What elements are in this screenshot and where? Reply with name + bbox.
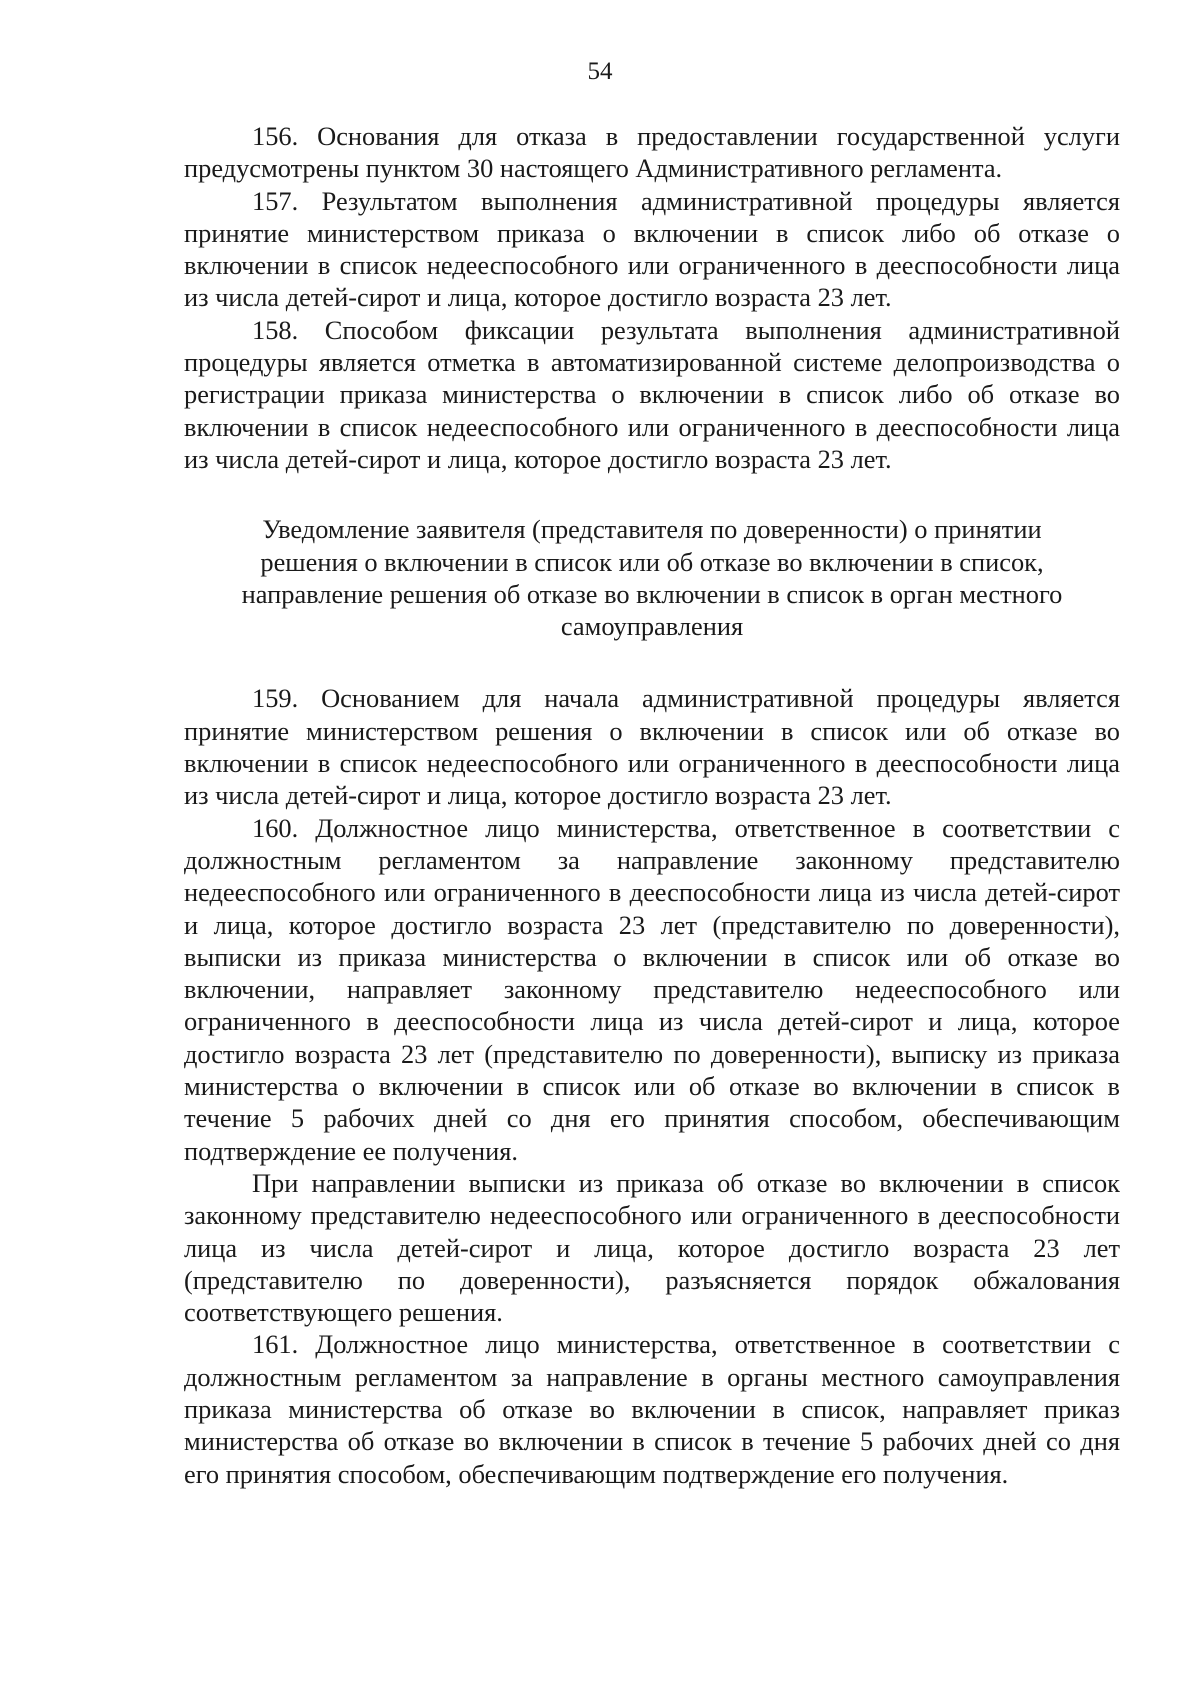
section-heading-line: Уведомление заявителя (представителя по доверенности) о принятии [262, 514, 1042, 545]
paragraph-156: 156. Основания для отказа в предоставлении государственной услуги предусмотрены пунктом 30 настоящего Административного регламента. [184, 121, 1120, 184]
paragraph-157: 157. Результатом выполнения административной процедуры является принятие министерством приказа о включении в список либо об отказе о включении в список недееспособного или ограниченного в дееспособности лица из числа детей-сирот и лица, которое достигло возраста 23 лет. [184, 185, 1120, 313]
section-heading [184, 513, 1120, 642]
paragraph-160: 160. Должностное лицо министерства, ответственное в соответствии с должностным регламентом за направление законному представителю недееспособного или ограниченного в дееспособности лица из числа детей-сирот и лица, которое достигло возраста 23 лет (представителю по доверенности), выписки из приказа министерства о включении в список или об отказе во включении, направляет законному представителю недееспособного или ограниченного в дееспособности лица из числа детей-сирот и лица, которое достигло возраста 23 лет (представителю по доверенности), выписку из приказа министерства о включении в список или об отказе во включении в список в течение 5 рабочих дней со дня его принятия способом, обеспечивающим подтверждение ее получения. [184, 812, 1120, 1166]
paragraph-158: 158. Способом фиксации результата выполнения административной процедуры является отметка в автоматизированной системе делопроизводства о регистрации приказа министерства о включении в список либо об отказе во включении в список недееспособного или ограниченного в дееспособности лица из числа детей-сирот и лица, которое достигло возраста 23 лет. [184, 314, 1120, 474]
page-number: 54 [587, 58, 613, 85]
section-heading-line: решения о включении в список или об отказе во включении в список, [260, 546, 1044, 577]
paragraph-160-continuation: При направлении выписки из приказа об отказе во включении в список законному представителю недееспособного или ограниченного в дееспособности лица из числа детей-сирот и лица, которое достигло возраста 23 лет (представителю по доверенности), разъясняется порядок обжалования соответствующего решения. [184, 1167, 1120, 1328]
section-heading-line: самоуправления [560, 611, 744, 642]
section-heading-line: направление решения об отказе во включении в список в орган местного [241, 578, 1063, 609]
document-body [184, 120, 1120, 1490]
paragraph-159: 159. Основанием для начала административной процедуры является принятие министерством решения о включении в список или об отказе во включении в список недееспособного или ограниченного в дееспособности лица из числа детей-сирот и лица, которое достигло возраста 23 лет. [184, 683, 1120, 811]
paragraph-161: 161. Должностное лицо министерства, ответственное в соответствии с должностным регламентом за направление в органы местного самоуправления приказа министерства об отказе во включении в список, направляет приказ министерства об отказе во включении в список в течение 5 рабочих дней со дня его принятия способом, обеспечивающим подтверждение его получения. [184, 1329, 1120, 1489]
